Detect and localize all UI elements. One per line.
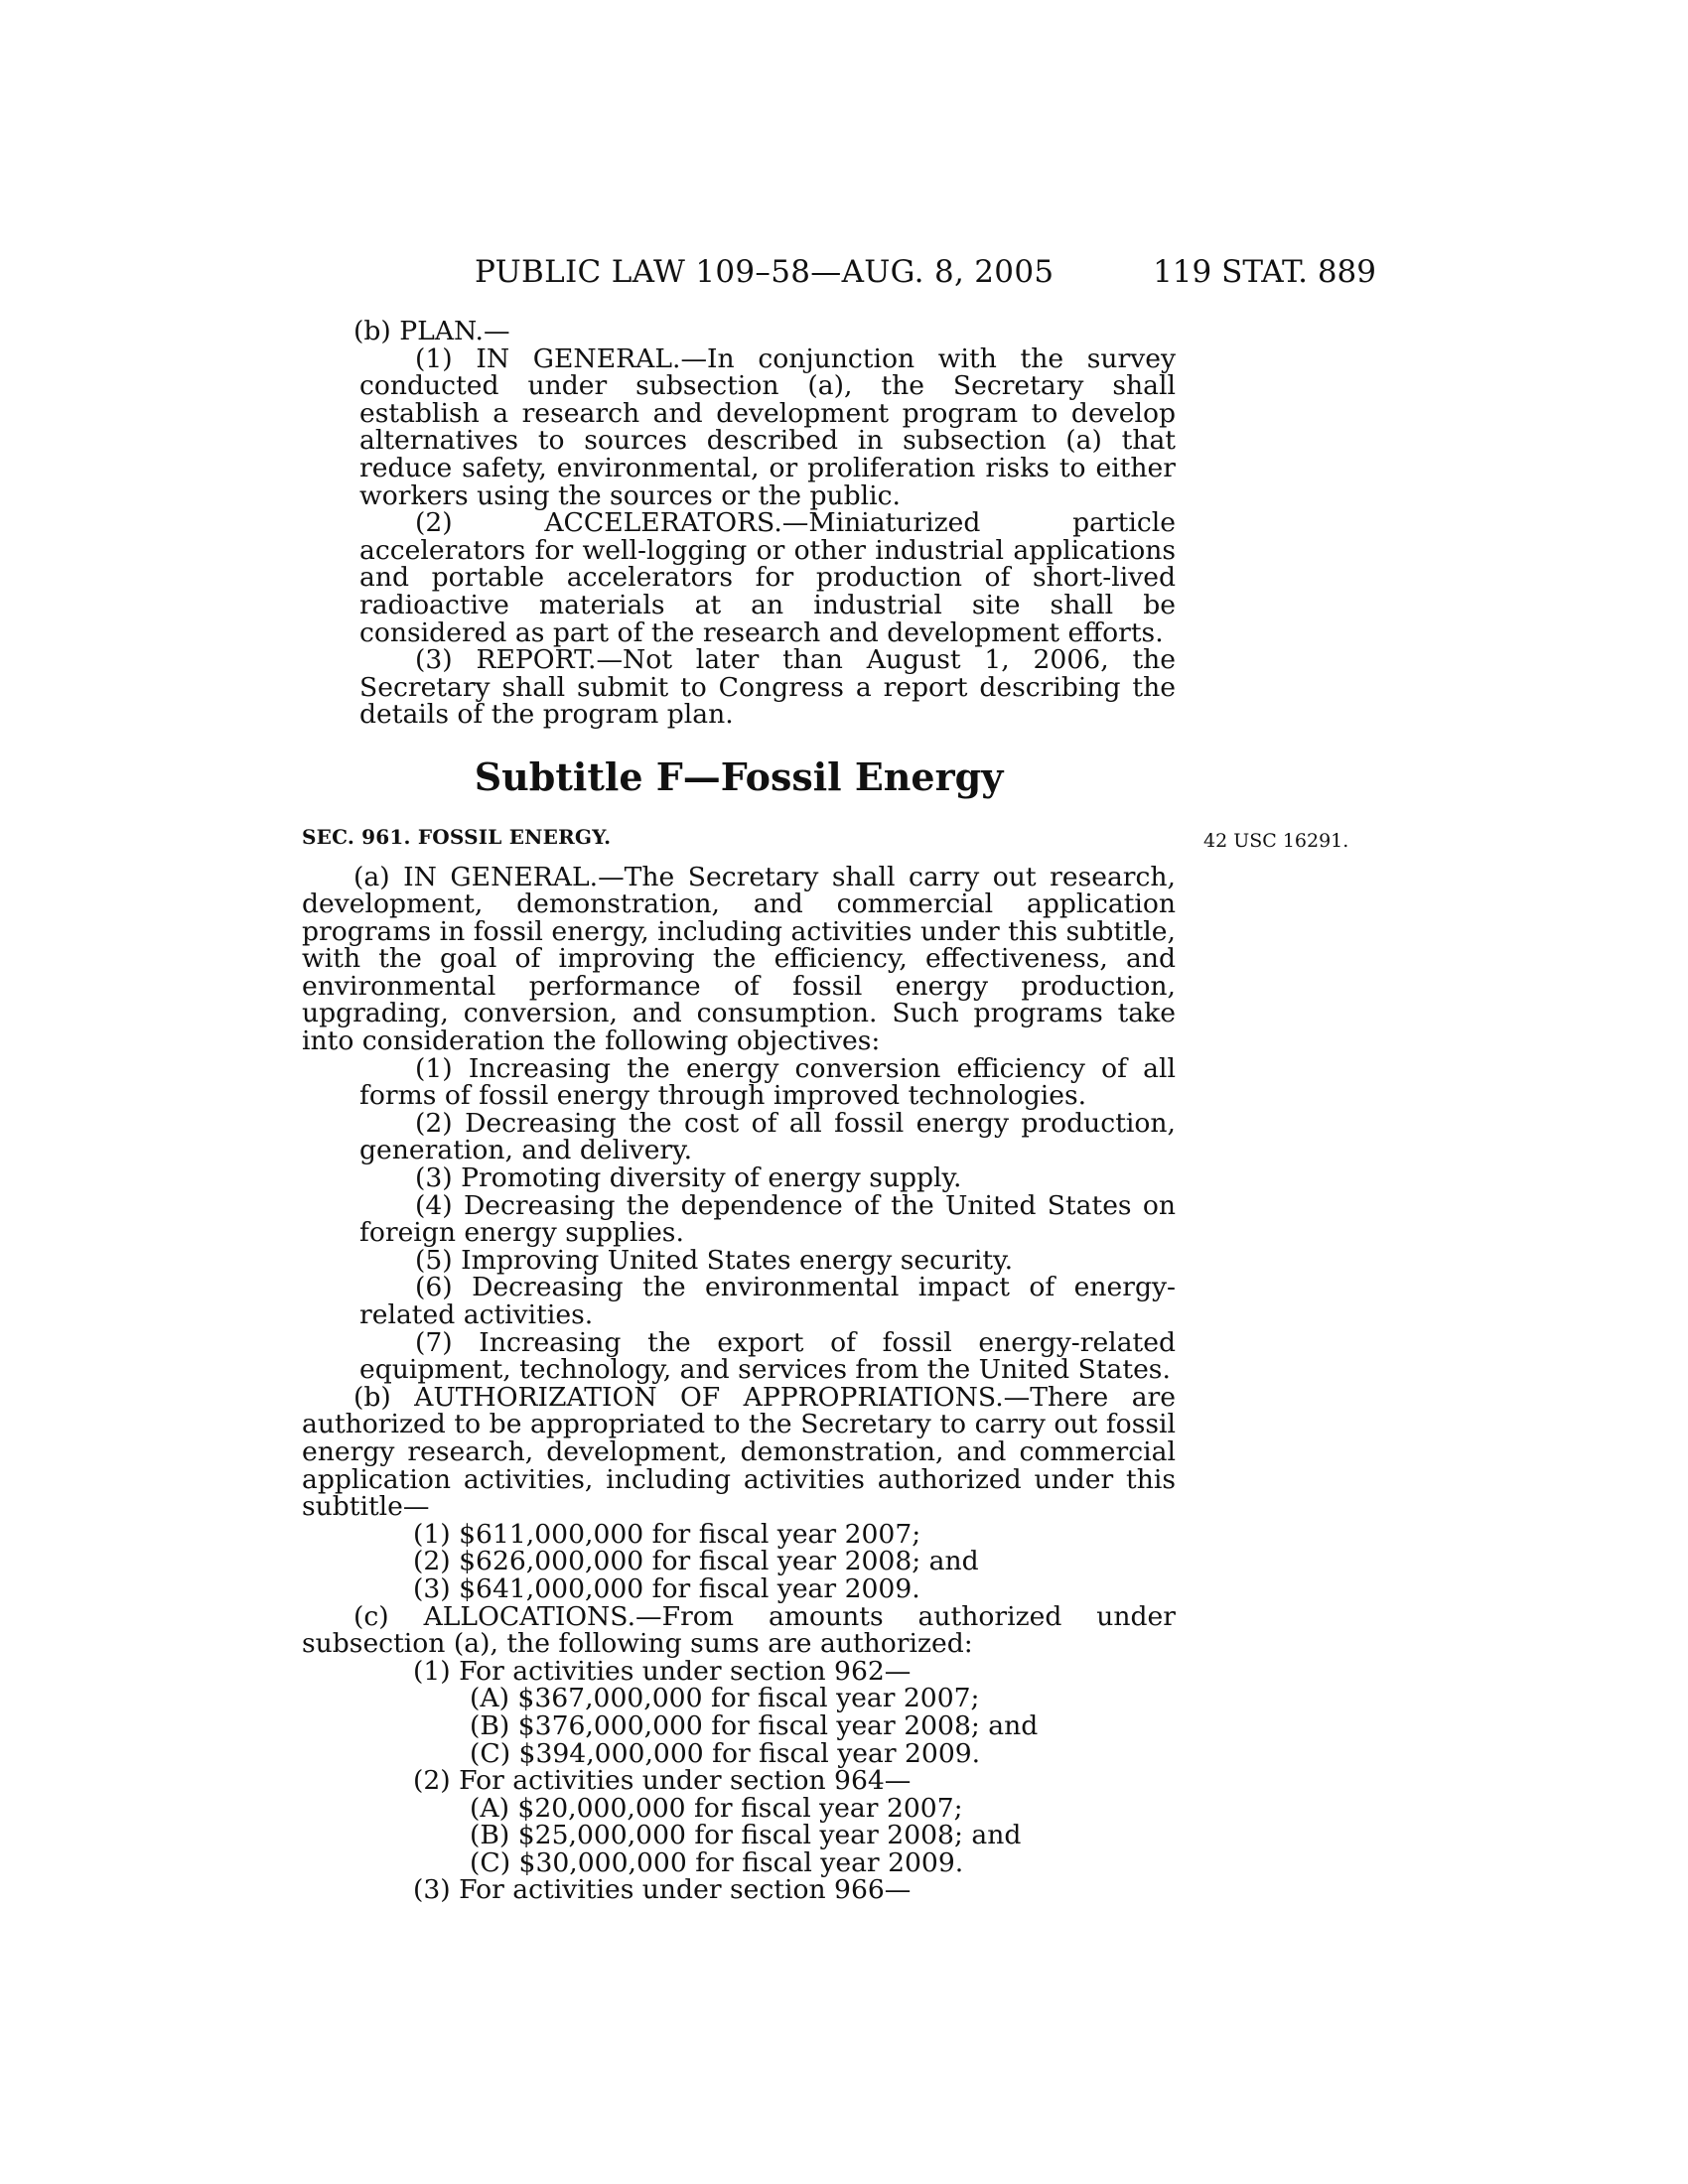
list-subitem: (B) $376,000,000 for fiscal year 2008; and [470,1709,1039,1741]
list-item: (1) $611,000,000 for fiscal year 2007; [413,1518,921,1550]
list-item: (3) $641,000,000 for fiscal year 2009. [413,1572,920,1604]
list-item: (3) For activities under section 966— [413,1874,912,1906]
list-subitem: (A) $20,000,000 for fiscal year 2007; [470,1792,963,1824]
subsection-a-intro: (a) IN GENERAL.—The Secretary shall carry out research, development, demonstration, and commercial application programs in fossil energy, including activities under this subtitle, with the goal of improving the efficiency, effectiveness, and environmental performance of fossil energy production, upgrading, conversion, and consumption. Such programs take into consideration the following objectives: [302,861,1176,1057]
list-subitem: (A) $367,000,000 for fiscal year 2007; [470,1683,980,1714]
subsection-c-intro: (c) ALLOCATIONS.—From amounts authorized under subsection (a), the following sums are authorized: [302,1600,1176,1660]
list-item: (2) $626,000,000 for fiscal year 2008; and [413,1546,979,1577]
list-subitem: (C) $30,000,000 for fiscal year 2009. [470,1846,964,1878]
list-item: (1) For activities under section 962— [413,1655,912,1687]
section-heading: SEC. 961. FOSSIL ENERGY. [302,824,612,849]
plan-paragraph-2: (2) ACCELERATORS.—Miniaturized particle accelerators for well-logging or other industrial applications and portable accelerators for production of short-lived radioactive materials at an industrial site shall be considered as part of the research and development efforts. [359,507,1176,648]
subsection-b-intro: (b) AUTHORIZATION OF APPROPRIATIONS.—There are authorized to be appropriated to the Secretary to carry out fossil energy research, development, demonstration, and commercial application activities, including activities authorized under this subtitle— [302,1381,1176,1523]
list-item: (3) Promoting diversity of energy supply. [415,1162,962,1194]
list-item: (2) For activities under section 964— [413,1765,912,1797]
list-item: (2) Decreasing the cost of all fossil energy production, generation, and delivery. [359,1107,1176,1166]
document-body [302,318,1176,1904]
list-item: (6) Decreasing the environmental impact of energy-related activities. [359,1272,1176,1330]
page-stat-citation: 119 STAT. 889 [1153,254,1376,290]
running-header-title: PUBLIC LAW 109–58—AUG. 8, 2005 [475,254,1055,290]
list-subitem: (C) $394,000,000 for fiscal year 2009. [470,1737,981,1769]
plan-heading: (b) PLAN.— [353,316,510,346]
list-item: (5) Improving United States energy security. [415,1244,1014,1276]
subtitle-heading: Subtitle F—Fossil Energy [474,753,1004,799]
plan-paragraph-3: (3) REPORT.—Not later than August 1, 2006, the Secretary shall submit to Congress a report describing the details of the program plan. [359,644,1176,731]
list-item: (4) Decreasing the dependence of the United States on foreign energy supplies. [359,1189,1176,1249]
margin-citation: 42 USC 16291. [1203,830,1349,852]
list-subitem: (B) $25,000,000 for fiscal year 2008; and [470,1820,1022,1851]
plan-paragraph-1: (1) IN GENERAL.—In conjunction with the survey conducted under subsection (a), the Secretary shall establish a research and development program to develop alternatives to sources described in subsection (a) that reduce safety, environmental, or proliferation risks to either workers using the sources or the public. [359,342,1176,511]
list-item: (7) Increasing the export of fossil energy-related equipment, technology, and services from the United States. [359,1326,1176,1386]
list-item: (1) Increasing the energy conversion efficiency of all forms of fossil energy through improved technologies. [359,1052,1176,1112]
